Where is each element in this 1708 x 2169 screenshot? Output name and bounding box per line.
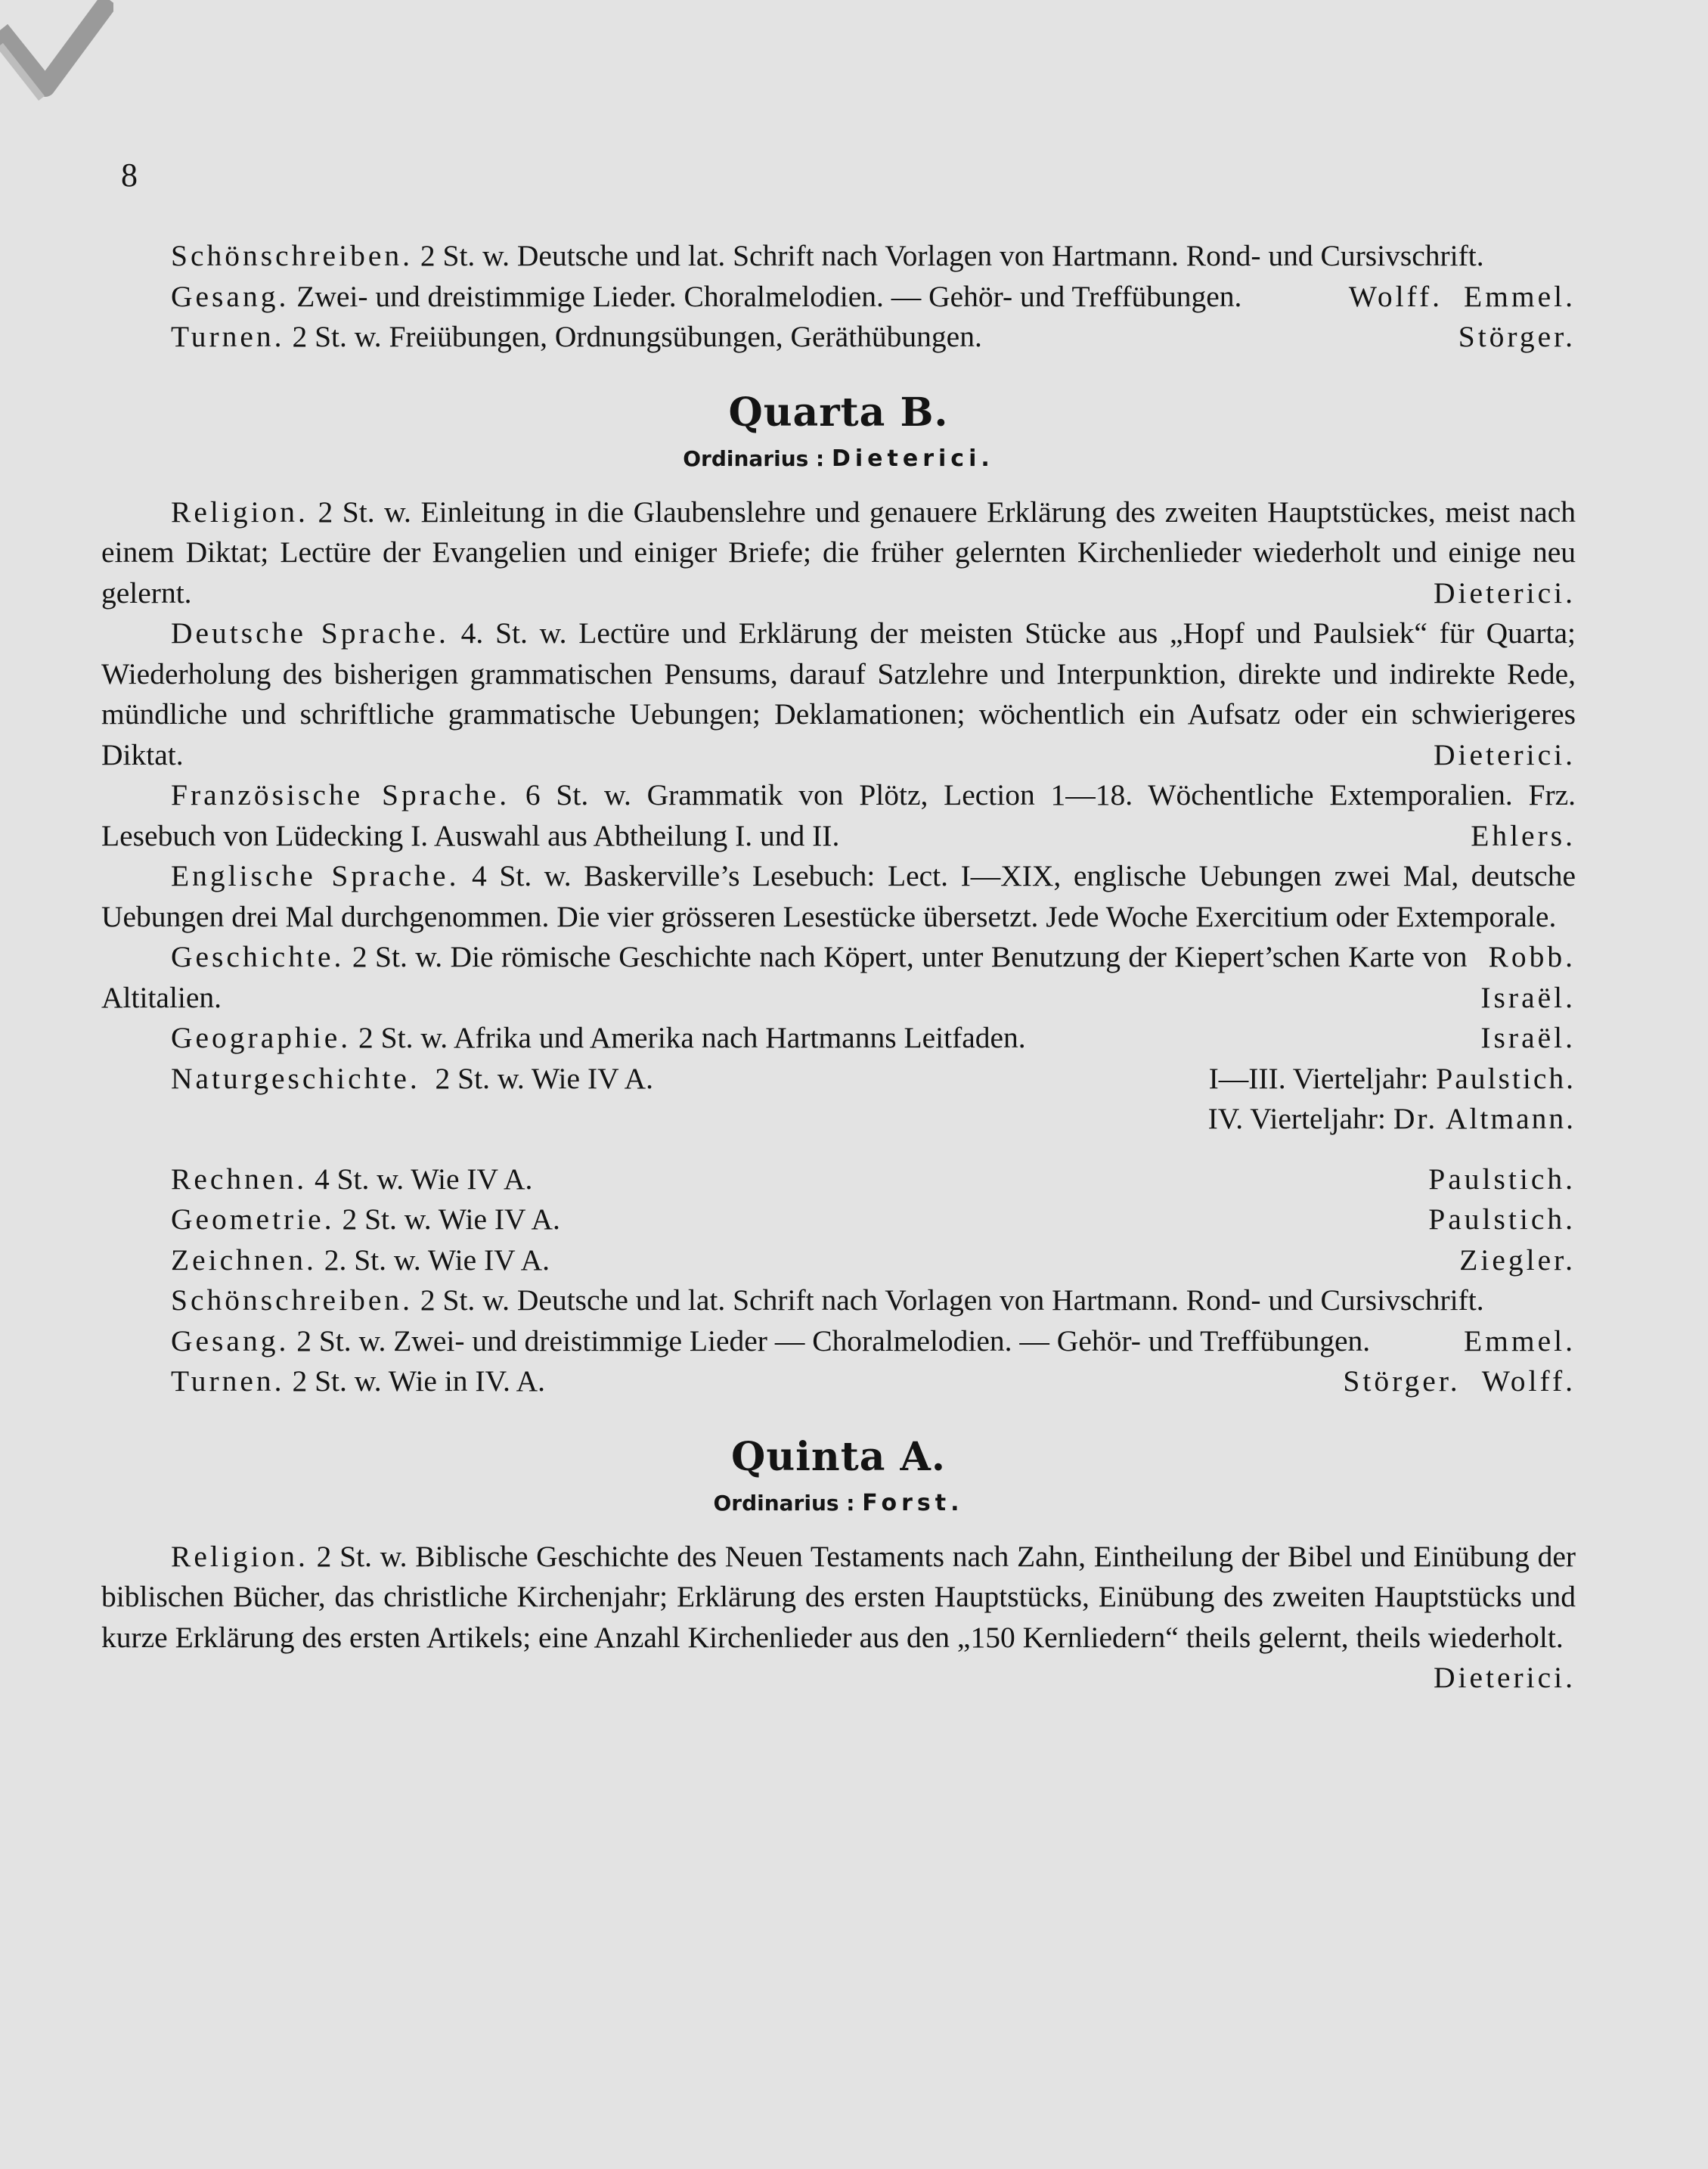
period-label: I—III. Vierteljahr:: [1208, 1061, 1429, 1095]
ordinarius-label: Ordinarius :: [683, 445, 825, 471]
entry-geometrie-quarta: [101, 1199, 1576, 1240]
entry-teacher: Israël.: [1480, 980, 1576, 1014]
entry-teacher: Dieterici.: [1433, 576, 1576, 610]
entry-teacher: Dr. Altmann.: [1393, 1102, 1576, 1135]
entry-text: 2 St. w. Deutsche und lat. Schrift nach Vorlagen von Hartmann. Rond- und Cursivschrift.: [420, 239, 1484, 272]
entry-subject: Gesang.: [171, 1323, 290, 1358]
entry-subject: Gesang.: [171, 279, 290, 313]
entry-teacher: Paulstich.: [1436, 1061, 1576, 1095]
entry-text: 4. St. w. Lectüre und Erklärung der meisten Stücke aus „Hopf und Paulsiek“ für Quarta; Wiederholung des bisherigen grammatischen Pensums, darauf Satzlehre und Interpunktion, direkte und indirekte Rede, mündliche und schriftliche grammatische Uebungen; Deklamationen; wöchentlich ein Aufsatz oder ein schwierigeres Diktat.: [101, 616, 1576, 771]
ordinarius-label: Ordinarius :: [713, 1490, 855, 1516]
ordinarius-quinta: [101, 1487, 1576, 1520]
entry-teacher: Ziegler.: [1459, 1243, 1576, 1277]
entry-text: 2 St. w. Afrika und Amerika nach Hartmanns Leitfaden.: [358, 1021, 1026, 1054]
entry-subject: Schönschreiben.: [171, 239, 413, 272]
entry-gesang-1: [101, 277, 1576, 318]
entry-subject: Englische Sprache.: [171, 859, 460, 892]
entry-text: 2 St. w. Wie IV A.: [342, 1202, 560, 1236]
entry-subject: Geometrie.: [171, 1202, 335, 1236]
entry-subject: Schönschreiben.: [171, 1283, 413, 1317]
entry-subject: Zeichnen.: [171, 1243, 317, 1277]
ordinarius-quarta: [101, 442, 1576, 476]
entry-turnen-quarta: [101, 1361, 1576, 1402]
page-number: 8: [121, 157, 138, 194]
ordinarius-name: Dieterici.: [832, 445, 994, 472]
entry-subject: Geschichte.: [171, 940, 345, 973]
entry-teacher: Paulstich.: [1428, 1202, 1576, 1236]
block1: [101, 236, 1576, 358]
naturgeschichte-period-2: [101, 1099, 1576, 1140]
entry-text: Zwei- und dreistimmige Lieder. Choralmelodien. — Gehör- und Treffübungen.: [296, 279, 1242, 313]
entry-subject: Geographie.: [171, 1021, 352, 1054]
entry-subject: Turnen.: [171, 1364, 285, 1398]
section-title-quarta: Quarta B.: [728, 389, 949, 436]
entry-religion-quarta: [101, 492, 1576, 614]
section-title-quinta: Quinta A.: [731, 1433, 946, 1480]
entry-teacher: Emmel.: [1464, 1323, 1576, 1358]
entry-subject: Turnen.: [171, 320, 285, 353]
entry-text: 2 St. w. Wie IV A.: [435, 1061, 654, 1095]
corner-fold-mark: [0, 0, 113, 106]
entry-text: 2. St. w. Wie IV A.: [324, 1243, 550, 1277]
entry-religion-quinta: [101, 1537, 1576, 1694]
entry-subject: Französische Sprache.: [171, 778, 510, 811]
spacer: [101, 1140, 1576, 1159]
entry-text: 2 St. w. Zwei- und dreistimmige Lieder — Choralmelodien. — Gehör- und Treffübungen.: [296, 1323, 1371, 1358]
entry-deutsch-quarta: [101, 613, 1576, 775]
entry-text: 2 St. w. Wie in IV. A.: [292, 1364, 545, 1398]
entry-text: 2 St. w. Biblische Geschichte des Neuen Testaments nach Zahn, Eintheilung der Bibel und Einübung der biblischen Bücher, das christliche Kirchenjahr; Erklärung des ersten Hauptstücks, Einübung des zweiten Hauptstücks und kurze Erklärung des ersten Artikels; eine Anzahl Kirchenlieder aus den „150 Kernliedern“ theils gelernt, theils wiederholt.: [101, 1539, 1576, 1654]
entry-teacher: Paulstich.: [1428, 1162, 1576, 1196]
entry-teacher: Emmel.: [1464, 279, 1576, 313]
entry-teacher: Störger.: [1343, 1364, 1461, 1398]
entry-naturgeschichte-quarta: [171, 1059, 1576, 1100]
entry-subject: Religion.: [171, 495, 308, 529]
entry-geographie-quarta: [101, 1018, 1576, 1059]
entry-text: 2 St. w. Deutsche und lat. Schrift nach Vorlagen von Hartmann. Rond- und Cursivschrift.: [420, 1283, 1484, 1317]
entry-text: 6 St. w. Grammatik von Plötz, Lection 1—18. Wöchentliche Extemporalien. Frz. Lesebuch von Lüdecking I. Auswahl aus Abtheilung I. und II.: [101, 778, 1576, 852]
entry-teacher: Ehlers.: [1471, 818, 1576, 852]
entry-subject: Deutsche Sprache.: [171, 616, 449, 650]
period-label: IV. Vierteljahr:: [1207, 1102, 1386, 1135]
entry-text: 2 St. w. Einleitung in die Glaubenslehre und genauere Erklärung des zweiten Hauptstückes, meist nach einem Diktat; Lectüre der Evangelien und einiger Briefe; die früher gelernten Kirchenlieder wiederholt und einige neu gelernt.: [101, 495, 1576, 610]
entry-subject: Naturgeschichte.: [171, 1061, 420, 1095]
entry-teacher: Störger.: [1458, 320, 1576, 353]
entry-subject: Religion.: [171, 1539, 308, 1573]
ordinarius-name: Forst.: [862, 1489, 964, 1516]
entry-text: 4 St. w. Wie IV A.: [314, 1162, 533, 1196]
entry-text: 2 St. w. Die römische Geschichte nach Köpert, unter Benutzung der Kiepert’schen Karte von Altitalien.: [101, 940, 1468, 1014]
entry-turnen-1: [101, 317, 1576, 358]
entry-teacher: Dieterici.: [1433, 1661, 1576, 1694]
entry-teacher: Wolff.: [1481, 1364, 1576, 1398]
entry-teacher: Israël.: [1480, 1021, 1576, 1054]
entry-subject: Rechnen.: [171, 1162, 308, 1196]
entry-geschichte-quarta: [101, 937, 1576, 1018]
entry-text: 2 St. w. Freiübungen, Ordnungsübungen, Geräthübungen.: [292, 320, 982, 353]
entry-teacher: Dieterici.: [1433, 737, 1576, 771]
page-content: [101, 236, 1576, 1699]
entry-teacher: Wolff.: [1348, 279, 1443, 313]
entry-text: 4 St. w. Baskerville’s Lesebuch: Lect. I—XIX, englische Uebungen zwei Mal, deutsche Uebungen drei Mal durchgenommen. Die vier grösseren Lesestücke übersetzt. Jede Woche Exercitium oder Extemporale.: [101, 859, 1576, 933]
entry-zeichnen-quarta: [101, 1240, 1576, 1281]
entry-franzoesisch-quarta: [101, 775, 1576, 856]
entry-rechnen-quarta: [101, 1159, 1576, 1200]
entry-teacher: Robb.: [1488, 940, 1576, 973]
